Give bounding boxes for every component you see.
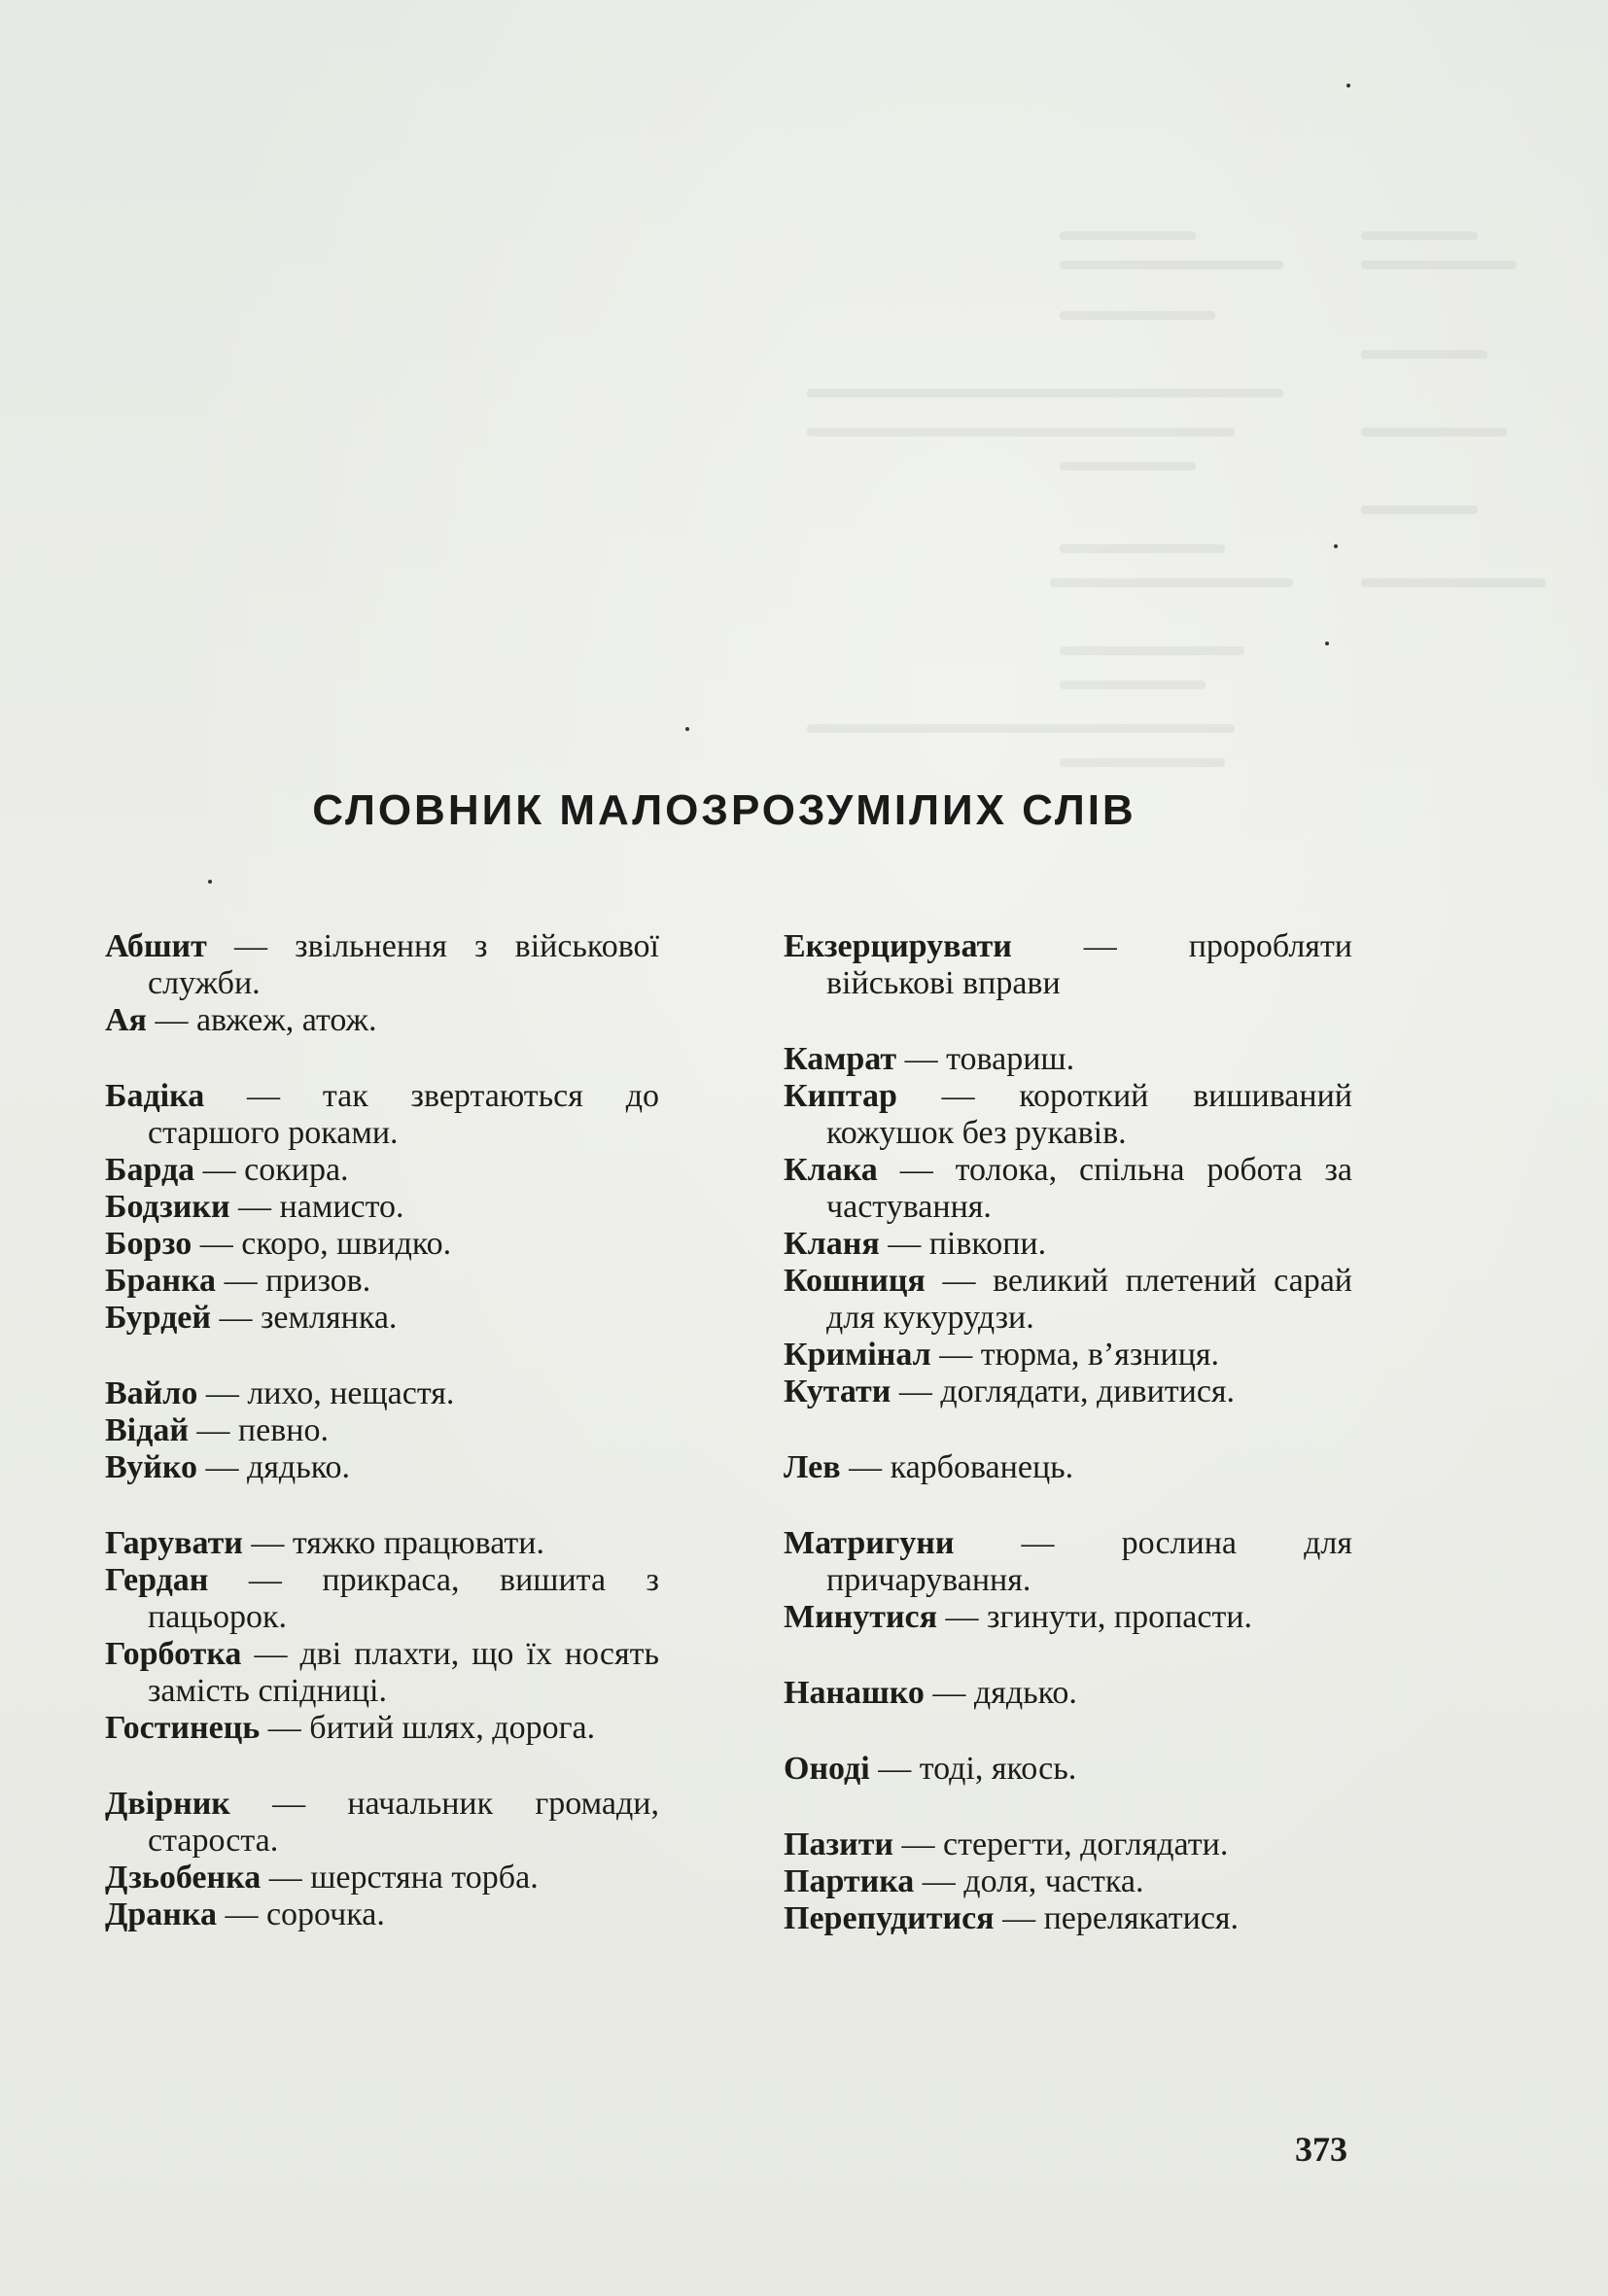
glossary-entry xyxy=(784,1374,1352,1410)
glossary-term: Пазити xyxy=(784,1826,893,1862)
glossary-entry xyxy=(784,1041,1352,1078)
glossary-term: Екзерцирувати xyxy=(784,928,1012,964)
glossary-entry xyxy=(784,1449,1352,1486)
glossary-definition: — скоро, швидко. xyxy=(192,1226,452,1262)
glossary-term: Бурдей xyxy=(105,1300,211,1336)
glossary-entry xyxy=(784,1675,1352,1712)
glossary-definition: — тюрма, в’язниця. xyxy=(930,1337,1220,1373)
glossary-entry xyxy=(784,1863,1352,1900)
glossary-entry xyxy=(105,1002,659,1039)
glossary-term: Дзьобенка xyxy=(105,1860,262,1896)
glossary-definition: — лихо, нещастя. xyxy=(197,1375,455,1411)
glossary-entry xyxy=(105,1525,659,1562)
glossary-definition: — стерегти, доглядати. xyxy=(893,1826,1229,1862)
glossary-term: Камрат xyxy=(784,1041,897,1077)
glossary-definition: — короткий вишиваний кожушок без рукавів. xyxy=(826,1078,1352,1151)
page-title: СЛОВНИК МАЛОЗРОЗУМІЛИХ СЛІВ xyxy=(312,786,1136,835)
glossary-entry xyxy=(105,1226,659,1263)
glossary-entry xyxy=(105,1189,659,1226)
glossary-term: Бранка xyxy=(105,1263,217,1299)
glossary-entry xyxy=(105,928,659,1002)
glossary-term: Горботка xyxy=(105,1636,242,1672)
glossary-definition: — битий шлях, дорога. xyxy=(260,1710,596,1746)
glossary-entry xyxy=(105,1152,659,1189)
glossary-term: Ая xyxy=(105,1002,147,1038)
glossary-term: Абшит xyxy=(105,928,207,964)
glossary-definition: — доглядати, дивитися. xyxy=(891,1374,1236,1409)
glossary-definition: — так звертаються до старшого роками. xyxy=(148,1078,659,1151)
glossary-entry xyxy=(105,1449,659,1486)
glossary-term: Вайло xyxy=(105,1375,198,1411)
glossary-term: Бодзики xyxy=(105,1189,230,1225)
glossary-entry xyxy=(105,1412,659,1449)
glossary-entry xyxy=(105,1562,659,1636)
glossary-definition: — певно. xyxy=(188,1412,329,1448)
glossary-letter-group xyxy=(784,1041,1352,1410)
page-number: 373 xyxy=(1295,2130,1347,2169)
glossary-term: Двірник xyxy=(105,1786,230,1822)
glossary-definition: — призов. xyxy=(216,1263,371,1299)
glossary-letter-group xyxy=(784,1826,1352,1937)
glossary-entry xyxy=(784,1263,1352,1337)
glossary-term: Борзо xyxy=(105,1226,192,1262)
glossary-letter-group xyxy=(105,1786,659,1933)
glossary-entry xyxy=(784,1900,1352,1937)
glossary-letter-group xyxy=(784,1751,1352,1788)
glossary-definition: — доля, частка. xyxy=(914,1863,1144,1899)
glossary-definition: — шерстяна торба. xyxy=(261,1860,539,1896)
glossary-entry xyxy=(105,1300,659,1337)
glossary-entry xyxy=(105,1896,659,1933)
glossary-definition: — землянка. xyxy=(210,1300,398,1336)
glossary-entry xyxy=(784,1826,1352,1863)
glossary-entry xyxy=(105,1078,659,1152)
glossary-definition: — згинути, пропасти. xyxy=(937,1599,1252,1635)
glossary-letter-group xyxy=(784,1525,1352,1636)
glossary-definition: — толока, спільна робота за частування. xyxy=(826,1152,1352,1225)
glossary-term: Оноді xyxy=(784,1751,870,1787)
glossary-term: Клака xyxy=(784,1152,878,1188)
glossary-definition: — проробляти військові вправи xyxy=(826,928,1352,1001)
glossary-definition: — дядько. xyxy=(196,1449,351,1485)
glossary-entry xyxy=(105,1710,659,1747)
glossary-term: Киптар xyxy=(784,1078,897,1114)
glossary-entry xyxy=(784,1226,1352,1263)
glossary-definition: — тоді, якось. xyxy=(869,1751,1077,1787)
glossary-definition: — намисто. xyxy=(229,1189,404,1225)
glossary-definition: — сокира. xyxy=(194,1152,349,1188)
glossary-term: Нанашко xyxy=(784,1675,925,1711)
glossary-term: Матригуни xyxy=(784,1525,955,1561)
glossary-definition: — півкопи. xyxy=(879,1226,1047,1262)
glossary-entry xyxy=(784,928,1352,1002)
glossary-term: Партика xyxy=(784,1863,915,1899)
glossary-entry xyxy=(105,1786,659,1860)
glossary-definition: — начальник громади, староста. xyxy=(148,1786,659,1859)
glossary-entry xyxy=(784,1152,1352,1226)
glossary-term: Гарувати xyxy=(105,1525,243,1561)
glossary-right-column xyxy=(784,928,1352,1976)
glossary-letter-group xyxy=(105,1525,659,1747)
glossary-definition: — товариш. xyxy=(896,1041,1075,1077)
glossary-definition: — рослина для причарування. xyxy=(826,1525,1352,1598)
glossary-entry xyxy=(784,1337,1352,1374)
glossary-term: Лев xyxy=(784,1449,841,1485)
glossary-entry xyxy=(105,1860,659,1896)
glossary-letter-group xyxy=(105,928,659,1039)
glossary-entry xyxy=(784,1078,1352,1152)
glossary-letter-group xyxy=(784,1675,1352,1712)
glossary-entry xyxy=(105,1375,659,1412)
glossary-entry xyxy=(105,1636,659,1710)
glossary-term: Кланя xyxy=(784,1226,880,1262)
glossary-letter-group xyxy=(784,1449,1352,1486)
glossary-term: Гостинець xyxy=(105,1710,261,1746)
glossary-letter-group xyxy=(784,928,1352,1002)
glossary-definition: — авжеж, атож. xyxy=(146,1002,377,1038)
glossary-entry xyxy=(784,1751,1352,1788)
glossary-definition: — тяжко працювати. xyxy=(242,1525,544,1561)
glossary-definition: — великий плетений сарай для кукурудзи. xyxy=(826,1263,1352,1336)
glossary-definition: — перелякатися. xyxy=(994,1900,1240,1936)
glossary-definition: — карбованець. xyxy=(840,1449,1074,1485)
glossary-definition: — звільнення з військової служби. xyxy=(148,928,659,1001)
glossary-term: Відай xyxy=(105,1412,189,1448)
glossary-definition: — прикраса, вишита з пацьорок. xyxy=(148,1562,659,1635)
glossary-term: Кошниця xyxy=(784,1263,926,1299)
glossary-term: Кримінал xyxy=(784,1337,931,1373)
glossary-definition: — сорочка. xyxy=(216,1896,385,1932)
glossary-term: Минутися xyxy=(784,1599,938,1635)
glossary-term: Бадіка xyxy=(105,1078,205,1114)
glossary-term: Барда xyxy=(105,1152,195,1188)
glossary-entry xyxy=(784,1525,1352,1599)
glossary-term: Дранка xyxy=(105,1896,217,1932)
glossary-term: Вуйко xyxy=(105,1449,197,1485)
glossary-entry xyxy=(784,1599,1352,1636)
glossary-definition: — дві плахти, що їх носять замість спідниці. xyxy=(148,1636,659,1709)
glossary-left-column xyxy=(105,928,659,1972)
glossary-letter-group xyxy=(105,1078,659,1337)
glossary-letter-group xyxy=(105,1375,659,1486)
glossary-term: Кутати xyxy=(784,1374,891,1409)
glossary-term: Гердан xyxy=(105,1562,209,1598)
glossary-definition: — дядько. xyxy=(924,1675,1077,1711)
glossary-entry xyxy=(105,1263,659,1300)
glossary-term: Перепудитися xyxy=(784,1900,995,1936)
